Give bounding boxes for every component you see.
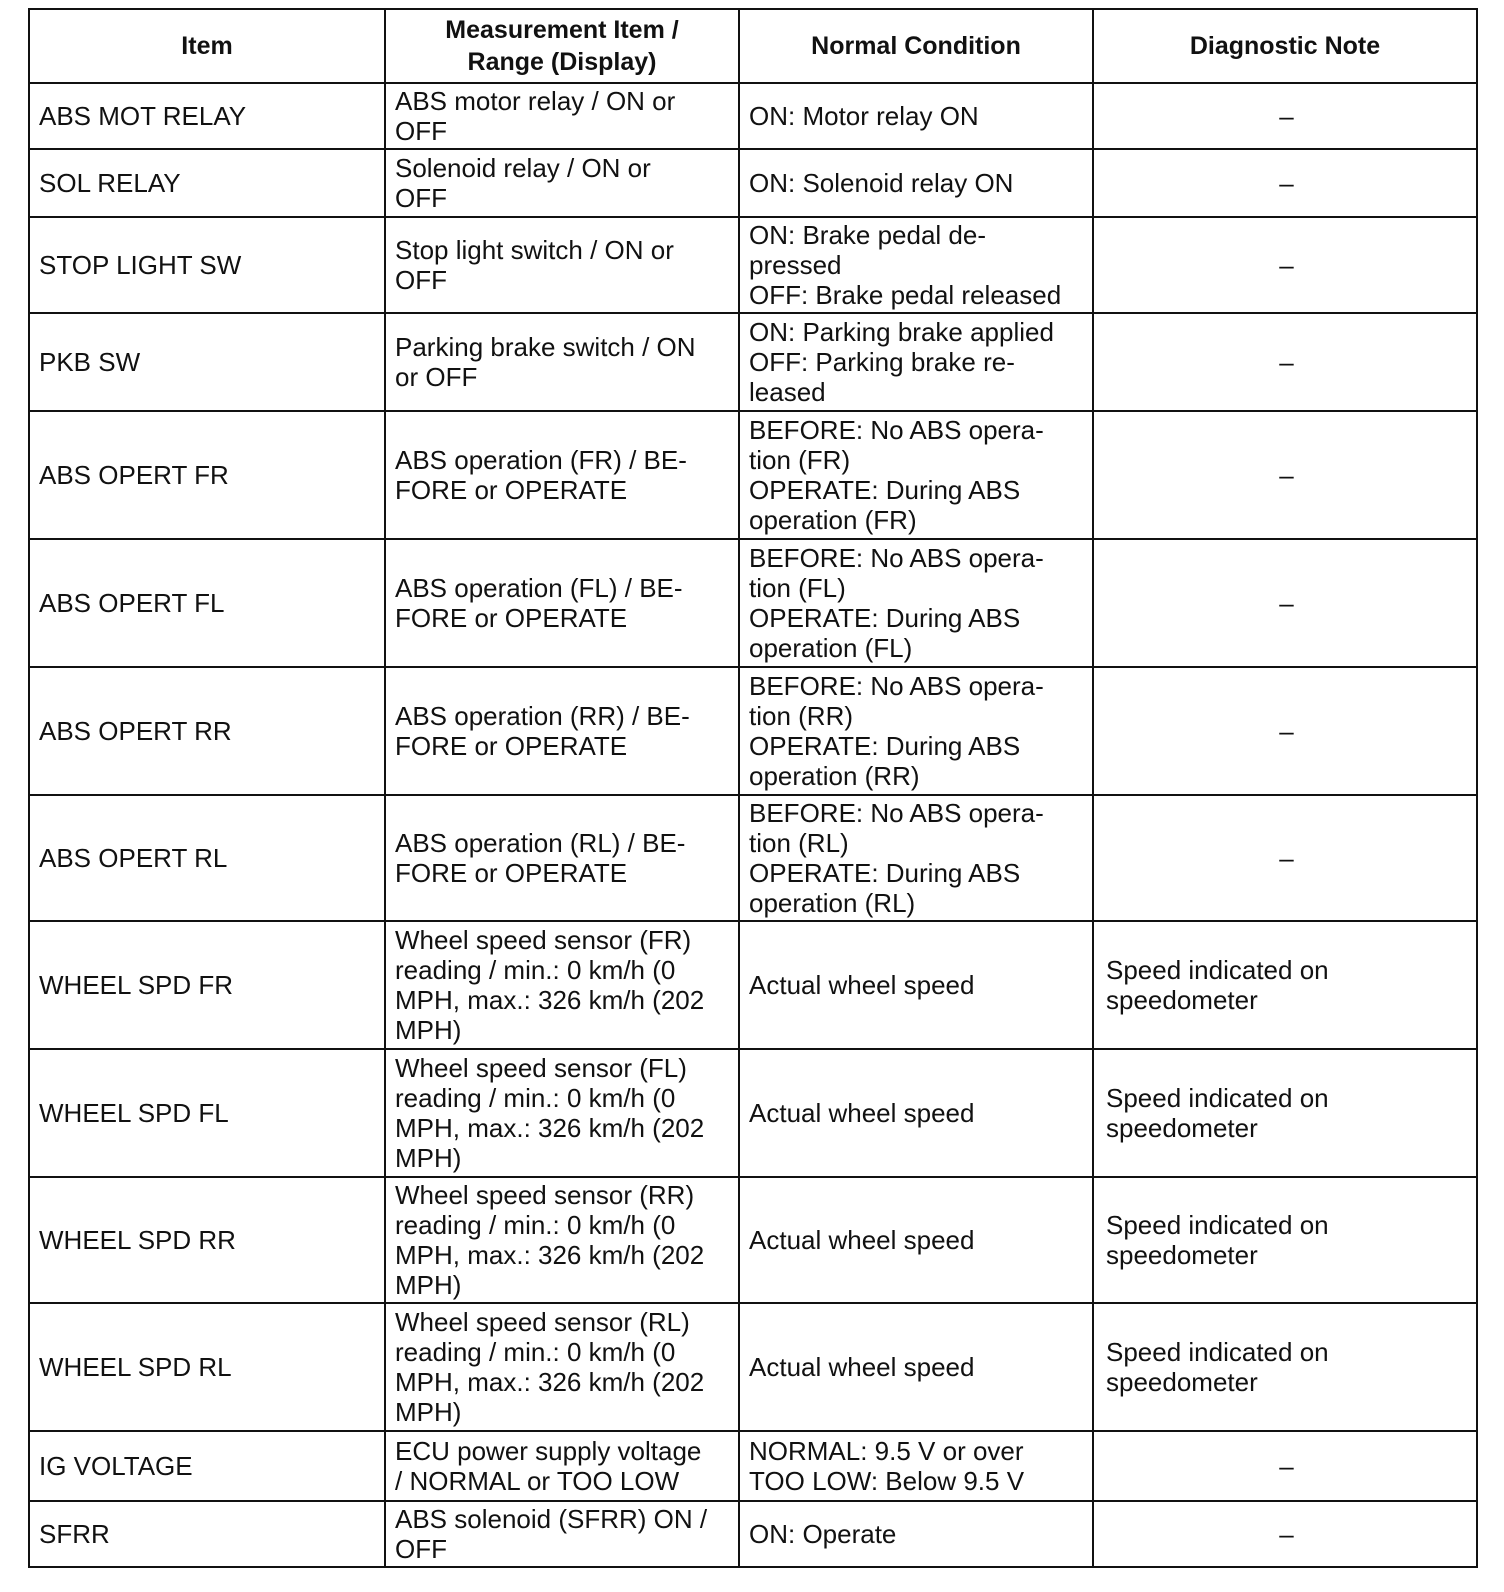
cell-diagnostic-note: –	[1093, 149, 1477, 217]
cell-item: ABS OPERT RL	[29, 795, 385, 921]
table-row	[29, 83, 1477, 149]
cell-diagnostic-note: –	[1093, 667, 1477, 795]
cell-diagnostic-note: Speed indicated on speedometer	[1093, 1049, 1477, 1177]
cell-item: PKB SW	[29, 313, 385, 411]
table-row	[29, 667, 1477, 795]
table-body	[29, 83, 1477, 1567]
cell-measurement: Wheel speed sensor (FR) reading / min.: 0 km/h (0 MPH, max.: 326 km/h (202 MPH)	[385, 921, 739, 1049]
cell-diagnostic-note: Speed indicated on speedometer	[1093, 921, 1477, 1049]
table-row	[29, 795, 1477, 921]
header-measurement: Measurement Item / Range (Display)	[385, 9, 739, 83]
cell-measurement: ABS motor relay / ON or OFF	[385, 83, 739, 149]
cell-measurement: ABS operation (RR) / BE- FORE or OPERATE	[385, 667, 739, 795]
table-row	[29, 313, 1477, 411]
cell-diagnostic-note: –	[1093, 1431, 1477, 1501]
cell-item: WHEEL SPD RL	[29, 1303, 385, 1431]
header-normal-condition: Normal Condition	[739, 9, 1093, 83]
table-header-row	[29, 9, 1477, 83]
cell-measurement: Solenoid relay / ON or OFF	[385, 149, 739, 217]
cell-item: STOP LIGHT SW	[29, 217, 385, 313]
cell-normal-condition: Actual wheel speed	[739, 1177, 1093, 1303]
cell-item: ABS OPERT RR	[29, 667, 385, 795]
cell-diagnostic-note: –	[1093, 313, 1477, 411]
table-row	[29, 921, 1477, 1049]
table-row	[29, 539, 1477, 667]
cell-normal-condition: ON: Solenoid relay ON	[739, 149, 1093, 217]
cell-item: ABS OPERT FR	[29, 411, 385, 539]
cell-measurement: ABS operation (FL) / BE- FORE or OPERATE	[385, 539, 739, 667]
cell-item: WHEEL SPD FR	[29, 921, 385, 1049]
header-item: Item	[29, 9, 385, 83]
cell-normal-condition: Actual wheel speed	[739, 1049, 1093, 1177]
table-row	[29, 1431, 1477, 1501]
cell-normal-condition: BEFORE: No ABS opera- tion (FL) OPERATE: During ABS operation (FL)	[739, 539, 1093, 667]
cell-normal-condition: ON: Operate	[739, 1501, 1093, 1567]
cell-item: WHEEL SPD FL	[29, 1049, 385, 1177]
cell-item: ABS MOT RELAY	[29, 83, 385, 149]
cell-measurement: Stop light switch / ON or OFF	[385, 217, 739, 313]
cell-diagnostic-note: Speed indicated on speedometer	[1093, 1303, 1477, 1431]
table-row	[29, 1501, 1477, 1567]
cell-item: ABS OPERT FL	[29, 539, 385, 667]
cell-diagnostic-note: –	[1093, 539, 1477, 667]
table-row	[29, 149, 1477, 217]
cell-item: IG VOLTAGE	[29, 1431, 385, 1501]
cell-normal-condition: BEFORE: No ABS opera- tion (FR) OPERATE: During ABS operation (FR)	[739, 411, 1093, 539]
cell-measurement: ABS operation (FR) / BE- FORE or OPERATE	[385, 411, 739, 539]
table-row	[29, 1177, 1477, 1303]
header-diagnostic-note: Diagnostic Note	[1093, 9, 1477, 83]
cell-diagnostic-note: –	[1093, 795, 1477, 921]
cell-diagnostic-note: –	[1093, 1501, 1477, 1567]
cell-measurement: ABS solenoid (SFRR) ON / OFF	[385, 1501, 739, 1567]
cell-normal-condition: BEFORE: No ABS opera- tion (RL) OPERATE: During ABS operation (RL)	[739, 795, 1093, 921]
cell-normal-condition: Actual wheel speed	[739, 1303, 1093, 1431]
cell-diagnostic-note: –	[1093, 217, 1477, 313]
table-row	[29, 411, 1477, 539]
cell-normal-condition: ON: Brake pedal de- pressed OFF: Brake pedal released	[739, 217, 1093, 313]
cell-item: WHEEL SPD RR	[29, 1177, 385, 1303]
cell-diagnostic-note: –	[1093, 411, 1477, 539]
cell-normal-condition: ON: Motor relay ON	[739, 83, 1093, 149]
cell-diagnostic-note: Speed indicated on speedometer	[1093, 1177, 1477, 1303]
cell-normal-condition: ON: Parking brake applied OFF: Parking brake re- leased	[739, 313, 1093, 411]
cell-normal-condition: BEFORE: No ABS opera- tion (RR) OPERATE: During ABS operation (RR)	[739, 667, 1093, 795]
cell-normal-condition: Actual wheel speed	[739, 921, 1093, 1049]
cell-measurement: Wheel speed sensor (RR) reading / min.: 0 km/h (0 MPH, max.: 326 km/h (202 MPH)	[385, 1177, 739, 1303]
table-row	[29, 1049, 1477, 1177]
cell-measurement: Wheel speed sensor (FL) reading / min.: 0 km/h (0 MPH, max.: 326 km/h (202 MPH)	[385, 1049, 739, 1177]
cell-measurement: Parking brake switch / ON or OFF	[385, 313, 739, 411]
table-row	[29, 217, 1477, 313]
cell-measurement: Wheel speed sensor (RL) reading / min.: 0 km/h (0 MPH, max.: 326 km/h (202 MPH)	[385, 1303, 739, 1431]
cell-item: SOL RELAY	[29, 149, 385, 217]
cell-diagnostic-note: –	[1093, 83, 1477, 149]
cell-measurement: ECU power supply voltage / NORMAL or TOO LOW	[385, 1431, 739, 1501]
table-row	[29, 1303, 1477, 1431]
cell-normal-condition: NORMAL: 9.5 V or over TOO LOW: Below 9.5 V	[739, 1431, 1093, 1501]
cell-item: SFRR	[29, 1501, 385, 1567]
cell-measurement: ABS operation (RL) / BE- FORE or OPERATE	[385, 795, 739, 921]
diagnostic-data-table	[28, 8, 1478, 1568]
